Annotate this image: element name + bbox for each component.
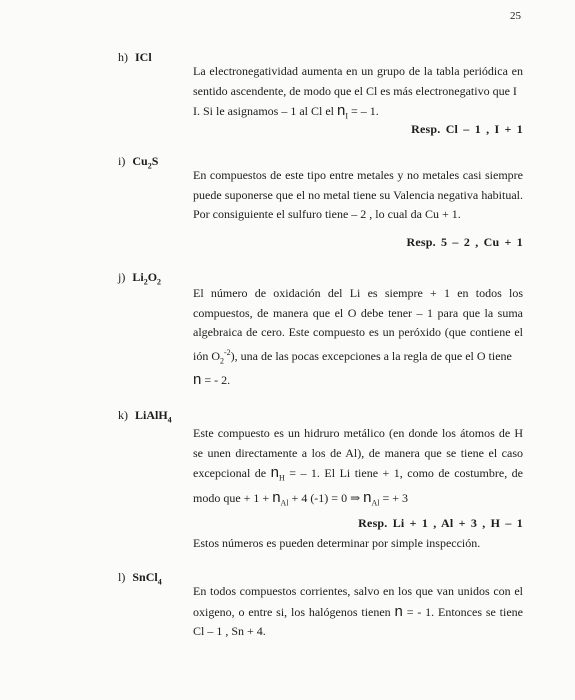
problem-letter: h) <box>118 50 128 64</box>
problem-formula <box>132 270 162 287</box>
subscript: 2 <box>220 355 224 365</box>
page-number: 25 <box>510 10 521 22</box>
text: = - 2. <box>204 373 231 388</box>
problem-formula <box>132 154 159 171</box>
problem-j-explanation <box>193 284 523 391</box>
problem-formula <box>132 570 162 587</box>
text: Este compuesto es un hidruro metálico (en donde los átomos de H se unen directamente a los de Al), de manera que se tiene el caso excepcional de <box>193 426 523 480</box>
oxidation-number-symbol: n <box>272 488 281 506</box>
subscript: I <box>345 111 348 121</box>
problem-k-note: Estos números es pueden determinar por simple inspección. <box>193 536 481 550</box>
text: En todos compuestos corrientes, salvo en los que van unidos con el oxigeno, o entre si, los halógenos tienen <box>193 584 523 619</box>
subscript: Al <box>371 498 380 508</box>
subscript: Al <box>280 498 289 508</box>
subscript: 2 <box>147 161 152 171</box>
superscript: -2 <box>224 347 231 357</box>
subscript: 4 <box>157 577 162 587</box>
problem-l-label <box>118 570 162 586</box>
subscript: 2 <box>143 277 148 287</box>
formula-text: SnCl <box>132 570 158 584</box>
problem-i-answer: Resp. 5 – 2 , Cu + 1 <box>406 235 523 249</box>
problem-k-answer: Resp. Li + 1 , Al + 3 , H – 1 <box>358 516 523 530</box>
oxidation-number-symbol: n <box>363 488 372 506</box>
problem-k-label <box>118 408 172 424</box>
subscript: H <box>278 473 285 483</box>
problem-letter: l) <box>118 570 126 584</box>
text: ), una de las pocas excepciones a la regla de que el O tiene <box>230 348 512 363</box>
subscript: 2 <box>157 277 162 287</box>
oxidation-number-symbol: n <box>270 464 279 481</box>
problem-j-label <box>118 270 161 286</box>
problem-i-explanation: En compuestos de este tipo entre metales y no metales casi siempre puede suponerse que el no metal tiene su Valencia negativa habitual. Por consiguiente el sulfuro tiene – 2 , lo cual da Cu + 1. <box>193 168 523 221</box>
problem-h-explanation <box>193 62 523 126</box>
formula-text: Li <box>132 270 144 284</box>
problem-l-explanation <box>193 582 523 642</box>
text: = - 1. Entonces se tiene Cl – 1 , Sn + 4. <box>193 604 523 638</box>
oxidation-number-symbol: n <box>193 371 202 389</box>
formula-text: O <box>147 270 158 284</box>
problem-letter: k) <box>118 408 128 422</box>
subscript: 4 <box>167 415 172 425</box>
formula-text: LiAlH <box>135 408 168 422</box>
text: El número de oxidación del Li es siempre + 1 en todos los compuestos, de manera que el O debe tener – 1 para que la suma algebraica de cero. Este compuesto es un peróxido (que contiene el ión O <box>193 286 523 363</box>
text: = – 1. <box>351 104 379 118</box>
problem-i-label <box>118 154 158 170</box>
problem-letter: i) <box>118 154 126 168</box>
problem-formula <box>135 408 172 425</box>
problem-h-answer: Resp. Cl – 1 , I + 1 <box>411 122 523 136</box>
formula-text: S <box>151 154 159 168</box>
text: I. Si le asignamos – 1 al Cl el <box>193 104 334 118</box>
text: = + 3 <box>382 490 409 505</box>
text: = – 1. El Li tiene + 1, como de costumbre, de modo que + 1 + <box>193 466 524 505</box>
problem-h-label <box>118 50 152 65</box>
oxidation-number-symbol: n <box>336 102 346 119</box>
problem-letter: j) <box>118 270 126 284</box>
text: + 4 (-1) = 0 ⇒ <box>291 490 361 505</box>
oxidation-number-symbol: n <box>394 602 403 620</box>
formula-text: Cu <box>132 154 148 168</box>
text: La electronegatividad aumenta en un grupo de la tabla periódica en sentido ascendente, de modo que el Cl es más electronegativo que I <box>193 64 523 98</box>
problem-formula: ICl <box>135 50 152 64</box>
problem-k-explanation <box>193 424 523 513</box>
